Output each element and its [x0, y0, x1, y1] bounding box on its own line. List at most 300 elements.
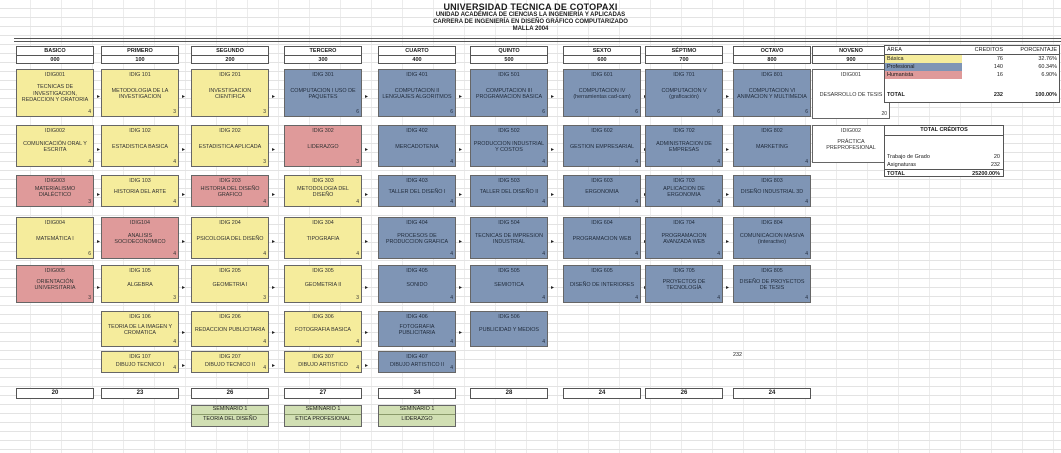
course-cell[interactable] — [284, 311, 362, 347]
course-name: MARKETING — [755, 143, 789, 150]
semester-code: 700 — [646, 55, 722, 64]
course-cell[interactable] — [470, 265, 548, 303]
document-header — [0, 2, 1061, 33]
arrow-right-icon: ▸ — [726, 147, 730, 153]
course-name: PRÁCTICA PREPROFESIONAL — [826, 138, 876, 151]
course-code: IDIG 105 — [129, 268, 151, 274]
course-credits: 6 — [450, 109, 453, 115]
area-table — [884, 45, 1060, 103]
course-code: IDIG 506 — [498, 314, 520, 320]
course-credits: 4 — [450, 295, 453, 301]
semester-name: SEGUNDO — [216, 48, 244, 54]
course-code: IDIG 503 — [498, 178, 520, 184]
semester-code: 500 — [471, 55, 547, 64]
arrow-right-icon: ▸ — [365, 147, 369, 153]
course-name: TEORIA DE LA IMAGEN Y CROMATICA — [107, 323, 173, 336]
course-code: IDIG 703 — [673, 178, 695, 184]
arrow-right-icon: ▸ — [272, 239, 276, 245]
course-code: IDIG 201 — [219, 72, 241, 78]
arrow-right-icon: ▸ — [182, 330, 186, 336]
course-credits: 3 — [263, 109, 266, 115]
course-name: GESTION EMPRESARIAL — [569, 143, 635, 150]
course-cell[interactable] — [16, 265, 94, 303]
course-name: COMPUTACION II LENGUAJES ALGORITMOS — [382, 87, 452, 100]
semester-code: 400 — [379, 55, 455, 64]
column-total: 23 — [101, 388, 179, 399]
course-credits: 4 — [173, 199, 176, 205]
arrow-right-icon: ▸ — [459, 94, 463, 100]
course-cell[interactable] — [378, 217, 456, 259]
seminar-name: LIDERAZGO — [379, 414, 455, 423]
arrow-right-icon: ▸ — [272, 285, 276, 291]
course-credits: 3 — [173, 295, 176, 301]
area-header-percent: PORCENTAJE — [1020, 47, 1057, 53]
course-cell[interactable] — [191, 217, 269, 259]
course-code: IDIG 103 — [129, 178, 151, 184]
arrow-right-icon: ▸ — [272, 94, 276, 100]
course-cell[interactable] — [284, 217, 362, 259]
course-code: IDIG001 — [840, 72, 862, 78]
course-cell[interactable] — [733, 69, 811, 117]
total-note: 232 — [733, 352, 742, 358]
course-cell[interactable] — [563, 125, 641, 167]
course-credits: 4 — [88, 109, 91, 115]
arrow-right-icon: ▸ — [459, 192, 463, 198]
course-code: IDIG 106 — [129, 314, 151, 320]
arrow-right-icon: ▸ — [459, 285, 463, 291]
course-credits: 4 — [805, 199, 808, 205]
course-credits: 4 — [542, 251, 545, 257]
course-code: IDIG 505 — [498, 268, 520, 274]
course-name: COMPUTACION IV (herramientas cad-cam) — [573, 87, 631, 100]
course-credits: 4 — [635, 295, 638, 301]
course-cell[interactable] — [16, 69, 94, 117]
semester-code: 000 — [17, 55, 93, 64]
course-name: TALLER DEL DISEÑO II — [479, 188, 539, 195]
course-code: IDIG 605 — [591, 268, 613, 274]
course-name: DISEÑO DE PROYECTOS DE TESIS — [739, 278, 805, 291]
course-cell[interactable] — [101, 175, 179, 207]
course-name: ESTADISTICA BASICA — [112, 143, 168, 150]
course-code: IDIG 307 — [312, 354, 334, 360]
course-cell[interactable] — [16, 175, 94, 207]
course-cell[interactable] — [645, 125, 723, 167]
course-name: INVESTIGACION CIENTIFICA — [208, 87, 252, 100]
course-credits: 4 — [542, 199, 545, 205]
column-total: 26 — [191, 388, 269, 399]
semester-header — [191, 46, 269, 64]
course-name: MATERIALISMO DIALÉCTICO — [34, 185, 76, 198]
semester-code: 900 — [813, 55, 889, 64]
arrow-right-icon: ▸ — [726, 192, 730, 198]
arrow-right-icon: ▸ — [182, 192, 186, 198]
seminar-code: SEMINARIO 1 — [399, 406, 435, 412]
course-code: IDIG 705 — [673, 268, 695, 274]
course-cell[interactable] — [284, 351, 362, 373]
course-credits: 4 — [805, 295, 808, 301]
course-name: METODOLOGIA DE LA INVESTIGACION — [111, 87, 169, 100]
course-cell[interactable] — [733, 175, 811, 207]
course-name: DIBUJO ARTISTICO — [298, 362, 348, 369]
course-cell[interactable] — [284, 265, 362, 303]
course-cell[interactable] — [191, 265, 269, 303]
semester-name: SÉPTIMO — [671, 48, 697, 54]
course-cell[interactable] — [16, 217, 94, 259]
course-cell[interactable] — [378, 69, 456, 117]
course-credits: 4 — [263, 199, 266, 205]
course-name: DIBUJO ARTISTICO II — [389, 362, 445, 369]
career-name: CARRERA DE INGENIERÍA EN DISEÑO GRÁFICO COMPUTARIZADO — [433, 19, 628, 25]
course-credits: 4 — [173, 251, 176, 257]
course-name: PUBLICIDAD Y MEDIOS — [478, 326, 539, 333]
course-name: ORIENTACIÓN UNIVERSITARIA — [34, 278, 76, 291]
course-cell[interactable] — [733, 125, 811, 167]
course-name: COMUNICACIÓN ORAL Y ESCRITA — [23, 140, 87, 153]
course-code: IDIG 406 — [406, 314, 428, 320]
semester-name: BASICO — [44, 48, 66, 54]
course-code: IDIG 302 — [312, 128, 334, 134]
arrow-right-icon: ▸ — [726, 285, 730, 291]
course-name: FOTOGRAFIA BASICA — [295, 326, 351, 333]
credits-value: 232 — [990, 162, 1000, 168]
course-code: IDIG 203 — [219, 178, 241, 184]
course-code: IDIG 804 — [761, 220, 783, 226]
column-total: 27 — [284, 388, 362, 399]
course-name: TECNICAS DE IMPRESION INDUSTRIAL — [475, 232, 543, 245]
course-name: TALLER DEL DISEÑO I — [388, 188, 446, 195]
course-name: COMPUTACION I USO DE PAQUETES — [290, 87, 356, 100]
course-credits: 4 — [450, 251, 453, 257]
course-code: IDIG 207 — [219, 354, 241, 360]
course-code: IDIG 205 — [219, 268, 241, 274]
semester-name: SEXTO — [592, 48, 612, 54]
arrow-right-icon: ▸ — [182, 94, 186, 100]
course-cell[interactable] — [378, 311, 456, 347]
course-cell[interactable] — [284, 175, 362, 207]
course-code: IDIG 305 — [312, 268, 334, 274]
course-code: IDIG 602 — [591, 128, 613, 134]
course-code: IDIG 304 — [312, 220, 334, 226]
semester-header — [16, 46, 94, 64]
credits-table — [884, 125, 1004, 177]
course-cell[interactable] — [470, 125, 548, 167]
course-credits: 4 — [635, 159, 638, 165]
course-code: IDIG104 — [129, 220, 151, 226]
arrow-right-icon: ▸ — [551, 147, 555, 153]
course-code: IDIG 403 — [406, 178, 428, 184]
course-code: IDIG 101 — [129, 72, 151, 78]
course-credits: 3 — [356, 295, 359, 301]
course-code: IDIG002 — [840, 128, 862, 134]
course-cell[interactable] — [563, 69, 641, 117]
course-credits: 4 — [542, 159, 545, 165]
course-code: IDIG 504 — [498, 220, 520, 226]
course-name: TIPOGRAFIA — [306, 235, 340, 242]
seminar-cell[interactable] — [378, 405, 456, 427]
course-cell[interactable] — [645, 69, 723, 117]
course-code: IDIG 604 — [591, 220, 613, 226]
course-credits: 4 — [450, 199, 453, 205]
area-name: Humanista — [887, 72, 914, 78]
course-credits: 3 — [263, 295, 266, 301]
course-cell[interactable] — [378, 125, 456, 167]
course-code: IDIG 301 — [312, 72, 334, 78]
arrow-right-icon: ▸ — [97, 285, 101, 291]
course-name: PSICOLOGIA DEL DISEÑO — [196, 235, 264, 242]
column-total: 24 — [563, 388, 641, 399]
course-credits: 4 — [450, 159, 453, 165]
course-code: IDIG 702 — [673, 128, 695, 134]
course-code: IDIG 501 — [498, 72, 520, 78]
course-credits: 6 — [542, 109, 545, 115]
course-cell[interactable] — [378, 175, 456, 207]
semester-header — [812, 46, 890, 64]
credits-label: Trabajo de Grado — [887, 154, 930, 160]
arrow-right-icon: ▸ — [726, 239, 730, 245]
course-cell[interactable] — [191, 69, 269, 117]
course-name: PROGRAMACION AVANZADA WEB — [661, 232, 707, 245]
course-code: IDIG 405 — [406, 268, 428, 274]
course-credits: 4 — [356, 339, 359, 345]
course-cell[interactable] — [563, 175, 641, 207]
course-name: REDACCION PUBLICITARIA — [194, 326, 266, 333]
course-credits: 4 — [173, 339, 176, 345]
course-name: ESTADISTICA APLICADA — [198, 143, 262, 150]
course-code: IDIG 502 — [498, 128, 520, 134]
column-total: 24 — [733, 388, 811, 399]
arrow-right-icon: ▸ — [551, 192, 555, 198]
arrow-right-icon: ▸ — [182, 239, 186, 245]
course-name: PROCESOS DE PRODUCCION GRAFICA — [385, 232, 449, 245]
course-cell[interactable] — [378, 265, 456, 303]
course-name: PROGRAMACION WEB — [572, 235, 632, 242]
credits-total-value: 25200.00% — [972, 171, 1000, 177]
arrow-right-icon: ▸ — [272, 363, 276, 369]
seminar-code: SEMINARIO 1 — [212, 406, 248, 412]
course-name: COMUNICACION MASIVA (interactivo) — [739, 232, 805, 245]
course-name: GEOMETRIA II — [304, 281, 342, 288]
course-code: IDIG 404 — [406, 220, 428, 226]
course-code: IDIG003 — [44, 178, 66, 184]
course-credits: 3 — [356, 159, 359, 165]
course-cell[interactable] — [191, 175, 269, 207]
course-name: ERGONOMIA — [585, 188, 619, 195]
course-code: IDIG 803 — [761, 178, 783, 184]
arrow-right-icon: ▸ — [97, 192, 101, 198]
course-cell[interactable] — [733, 217, 811, 259]
divider — [14, 41, 1061, 42]
course-code: IDIG005 — [44, 268, 66, 274]
course-name: FOTOGRAFIA PUBLICITARIA — [398, 323, 436, 336]
course-code: IDIG 603 — [591, 178, 613, 184]
credits-label: Asignaturas — [887, 162, 917, 168]
course-cell[interactable] — [470, 69, 548, 117]
course-credits: 4 — [263, 339, 266, 345]
course-credits: 4 — [805, 159, 808, 165]
semester-name: PRIMERO — [127, 48, 153, 54]
course-name: ANALISIS SOCIOECONOMICO — [114, 232, 166, 245]
course-cell[interactable] — [284, 69, 362, 117]
course-credits: 4 — [717, 251, 720, 257]
credits-total-label: TOTAL — [887, 171, 905, 177]
arrow-right-icon: ▸ — [726, 94, 730, 100]
course-code: IDIG 303 — [312, 178, 334, 184]
seminar-name: TEORIA DEL DISEÑO — [192, 414, 268, 423]
semester-header — [645, 46, 723, 64]
course-cell[interactable] — [470, 217, 548, 259]
credits-table-title: TOTAL CRÉDITOS — [885, 126, 1003, 136]
area-percent: 32.76% — [1038, 56, 1057, 62]
course-credits: 4 — [450, 339, 453, 345]
course-credits: 4 — [542, 295, 545, 301]
course-cell[interactable] — [470, 311, 548, 347]
course-cell[interactable] — [284, 125, 362, 167]
plan-name: MALLA 2004 — [512, 26, 549, 32]
course-credits: 4 — [542, 339, 545, 345]
course-credits: 6 — [88, 251, 91, 257]
course-code: IDIG 202 — [219, 128, 241, 134]
semester-name: NOVENO — [839, 48, 863, 54]
course-name: SONIDO — [406, 281, 428, 288]
course-cell[interactable] — [812, 125, 890, 163]
course-code: IDIG 306 — [312, 314, 334, 320]
seminar-name: ETICA PROFESIONAL — [285, 414, 361, 423]
arrow-right-icon: ▸ — [459, 330, 463, 336]
semester-header — [101, 46, 179, 64]
area-total-credits: 232 — [993, 92, 1003, 98]
course-credits: 20 — [881, 111, 887, 117]
seminar-cell[interactable] — [284, 405, 362, 427]
arrow-right-icon: ▸ — [182, 147, 186, 153]
course-credits: 6 — [635, 109, 638, 115]
course-credits: 4 — [356, 199, 359, 205]
course-cell[interactable] — [191, 311, 269, 347]
course-cell[interactable] — [563, 265, 641, 303]
course-credits: 4 — [356, 365, 359, 371]
area-credits: 76 — [996, 56, 1003, 62]
seminar-cell[interactable] — [191, 405, 269, 427]
semester-code: 800 — [734, 55, 810, 64]
column-total: 34 — [378, 388, 456, 399]
course-cell[interactable] — [645, 217, 723, 259]
course-cell[interactable] — [101, 69, 179, 117]
course-cell[interactable] — [101, 265, 179, 303]
course-credits: 4 — [173, 365, 176, 371]
course-name: METODOLOGIA DEL DISEÑO — [297, 185, 349, 198]
column-total: 26 — [645, 388, 723, 399]
course-name: COMPUTACION V (graficación) — [661, 87, 707, 100]
semester-header — [378, 46, 456, 64]
column-total: 20 — [16, 388, 94, 399]
arrow-right-icon: ▸ — [97, 94, 101, 100]
course-code: IDIG 107 — [129, 354, 151, 360]
course-code: IDIG 407 — [406, 354, 428, 360]
area-header-credits: CREDITOS — [974, 47, 1003, 53]
course-cell[interactable] — [645, 175, 723, 207]
area-percent: 6.90% — [1041, 72, 1057, 78]
arrow-right-icon: ▸ — [97, 147, 101, 153]
course-cell[interactable] — [101, 217, 179, 259]
course-name: SEMIOTICA — [494, 281, 524, 288]
course-credits: 4 — [635, 251, 638, 257]
course-code: IDIG 805 — [761, 268, 783, 274]
arrow-right-icon: ▸ — [365, 363, 369, 369]
course-credits: 6 — [356, 109, 359, 115]
course-code: IDIG 801 — [761, 72, 783, 78]
area-name: Profesional — [887, 64, 915, 70]
course-cell[interactable] — [101, 351, 179, 373]
course-credits: 3 — [88, 295, 91, 301]
course-name: TECNICAS DE INVESTIGACION, REDACCION Y ORATORIA — [21, 84, 89, 104]
course-cell[interactable] — [645, 265, 723, 303]
course-credits: 4 — [356, 251, 359, 257]
semester-header — [563, 46, 641, 64]
course-name: HISTORIA DEL DISEÑO GRAFICO — [200, 185, 260, 198]
course-name: COMPUTACION VI ANIMACION Y MULTIMEDIA — [737, 87, 807, 100]
course-credits: 4 — [263, 251, 266, 257]
course-name: DESARROLLO DE TESIS — [819, 91, 883, 98]
course-cell[interactable] — [101, 311, 179, 347]
course-cell[interactable] — [470, 175, 548, 207]
course-code: IDIG 204 — [219, 220, 241, 226]
course-name: DISEÑO INDUSTRIAL 3D — [740, 188, 804, 195]
area-percent: 60.34% — [1038, 64, 1057, 70]
course-cell[interactable] — [101, 125, 179, 167]
course-credits: 4 — [717, 199, 720, 205]
course-code: IDIG 802 — [761, 128, 783, 134]
arrow-right-icon: ▸ — [182, 285, 186, 291]
course-code: IDIG002 — [44, 128, 66, 134]
course-code: IDIG 701 — [673, 72, 695, 78]
course-cell[interactable] — [563, 217, 641, 259]
arrow-right-icon: ▸ — [365, 239, 369, 245]
academic-unit: UNIDAD ACADÉMICA DE CIENCIAS LA INGENIERÍA Y APLICADAS — [435, 12, 626, 18]
course-name: LIDERAZGO — [307, 143, 339, 150]
course-cell[interactable] — [378, 351, 456, 373]
course-code: IDIG 704 — [673, 220, 695, 226]
course-cell[interactable] — [191, 351, 269, 373]
course-code: IDIG 102 — [129, 128, 151, 134]
arrow-right-icon: ▸ — [551, 239, 555, 245]
arrow-right-icon: ▸ — [365, 285, 369, 291]
course-name: COMPUTACION III PROGRAMACION BASICA — [475, 87, 543, 100]
course-name: GEOMETRIA I — [212, 281, 248, 288]
course-cell[interactable] — [733, 265, 811, 303]
course-name: DIBUJO TECNICO II — [205, 362, 255, 369]
course-name: PROYECTOS DE TECNOLOGÍA — [662, 278, 706, 291]
course-credits: 3 — [173, 109, 176, 115]
semester-code: 200 — [192, 55, 268, 64]
divider — [14, 38, 1061, 39]
arrow-right-icon: ▸ — [272, 192, 276, 198]
area-header-name: ÁREA — [887, 47, 902, 53]
seminar-code: SEMINARIO 1 — [305, 406, 341, 412]
area-total-percent: 100.00% — [1035, 92, 1057, 98]
course-name: DISEÑO DE INTERIORES — [569, 281, 635, 288]
course-credits: 6 — [717, 109, 720, 115]
course-credits: 4 — [88, 159, 91, 165]
course-code: IDIG 206 — [219, 314, 241, 320]
course-cell[interactable] — [812, 69, 890, 119]
course-cell[interactable] — [191, 125, 269, 167]
arrow-right-icon: ▸ — [365, 94, 369, 100]
arrow-right-icon: ▸ — [551, 285, 555, 291]
arrow-right-icon: ▸ — [365, 330, 369, 336]
course-cell[interactable] — [16, 125, 94, 167]
course-name: ALGEBRA — [127, 281, 153, 288]
course-name: DIBUJO TECNICO I — [115, 362, 165, 369]
column-total: 28 — [470, 388, 548, 399]
